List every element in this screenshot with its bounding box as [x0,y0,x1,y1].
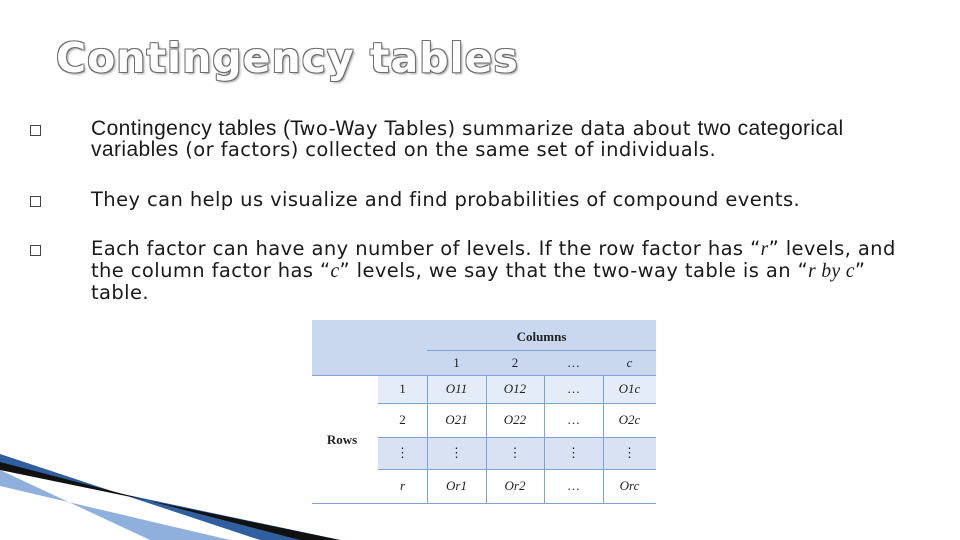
bullet-square-icon [30,196,41,207]
bullet-text-1 [91,118,923,160]
table-cell: … [567,412,580,427]
col-label: 2 [511,355,519,370]
slide-title: Contingency tables [56,34,519,82]
row-label: ⋮ [396,445,409,460]
bullet-3-c: c [330,261,340,282]
table-cell: ⋮ [623,445,636,460]
row-label: r [399,478,406,493]
table-cell: O12 [503,381,527,396]
bullet-text-2: They can help us visualize and find probabilities of compound events. [91,188,801,211]
bullet-3-part-3: ” levels, we say that the two-way table is an “ [339,259,809,282]
bullet-1-lead: Contingency tables ( [91,117,291,140]
contingency-table [312,320,656,504]
row-label: 2 [399,412,406,427]
table-cell: O22 [503,412,527,427]
bullet-text-3 [91,238,923,303]
bullet-3-r: r [760,239,769,260]
bullet-square-icon [30,125,41,136]
row-label: 1 [399,381,406,396]
grid-line [427,350,656,351]
columns-header: Columns [516,329,567,344]
bullet-3-part-2: ” levels, and the column factor has “ [91,237,896,282]
decorative-stripes [0,440,340,540]
bullet-square-icon [30,245,41,256]
table-cell: Or2 [504,478,526,493]
table-cell: O21 [445,412,468,427]
bullet-3-part-1: Each factor can have any number of levels. If the row factor has “ [91,237,761,260]
col-label: 1 [453,355,460,370]
table-cell: O1c [618,381,641,396]
bullet-1-emphasis: two categorical variables [91,117,844,161]
bullet-1-text-b: (or factors) collected on the same set of individuals. [178,138,717,161]
grid-line [312,503,656,504]
col-label: c [626,355,633,370]
table-cell: ⋮ [567,445,580,460]
stripe-light-blue [0,470,230,540]
bullet-3-r-by-c: r by c [808,261,855,282]
table-cell: … [567,381,580,396]
rows-header: Rows [326,432,358,447]
col-label: … [567,355,580,370]
table-cell: O2c [618,412,641,427]
table-cell: Orc [619,478,640,493]
table-cell: O11 [445,381,468,396]
table-cell: … [567,478,580,493]
table-cell: ⋮ [450,445,463,460]
table-cell: Or1 [446,478,467,493]
bullet-3-part-4: ” table. [91,259,866,304]
bullet-1-text-a: Two-Way Tables) summarize data about [290,117,698,140]
table-cell: ⋮ [508,445,522,460]
